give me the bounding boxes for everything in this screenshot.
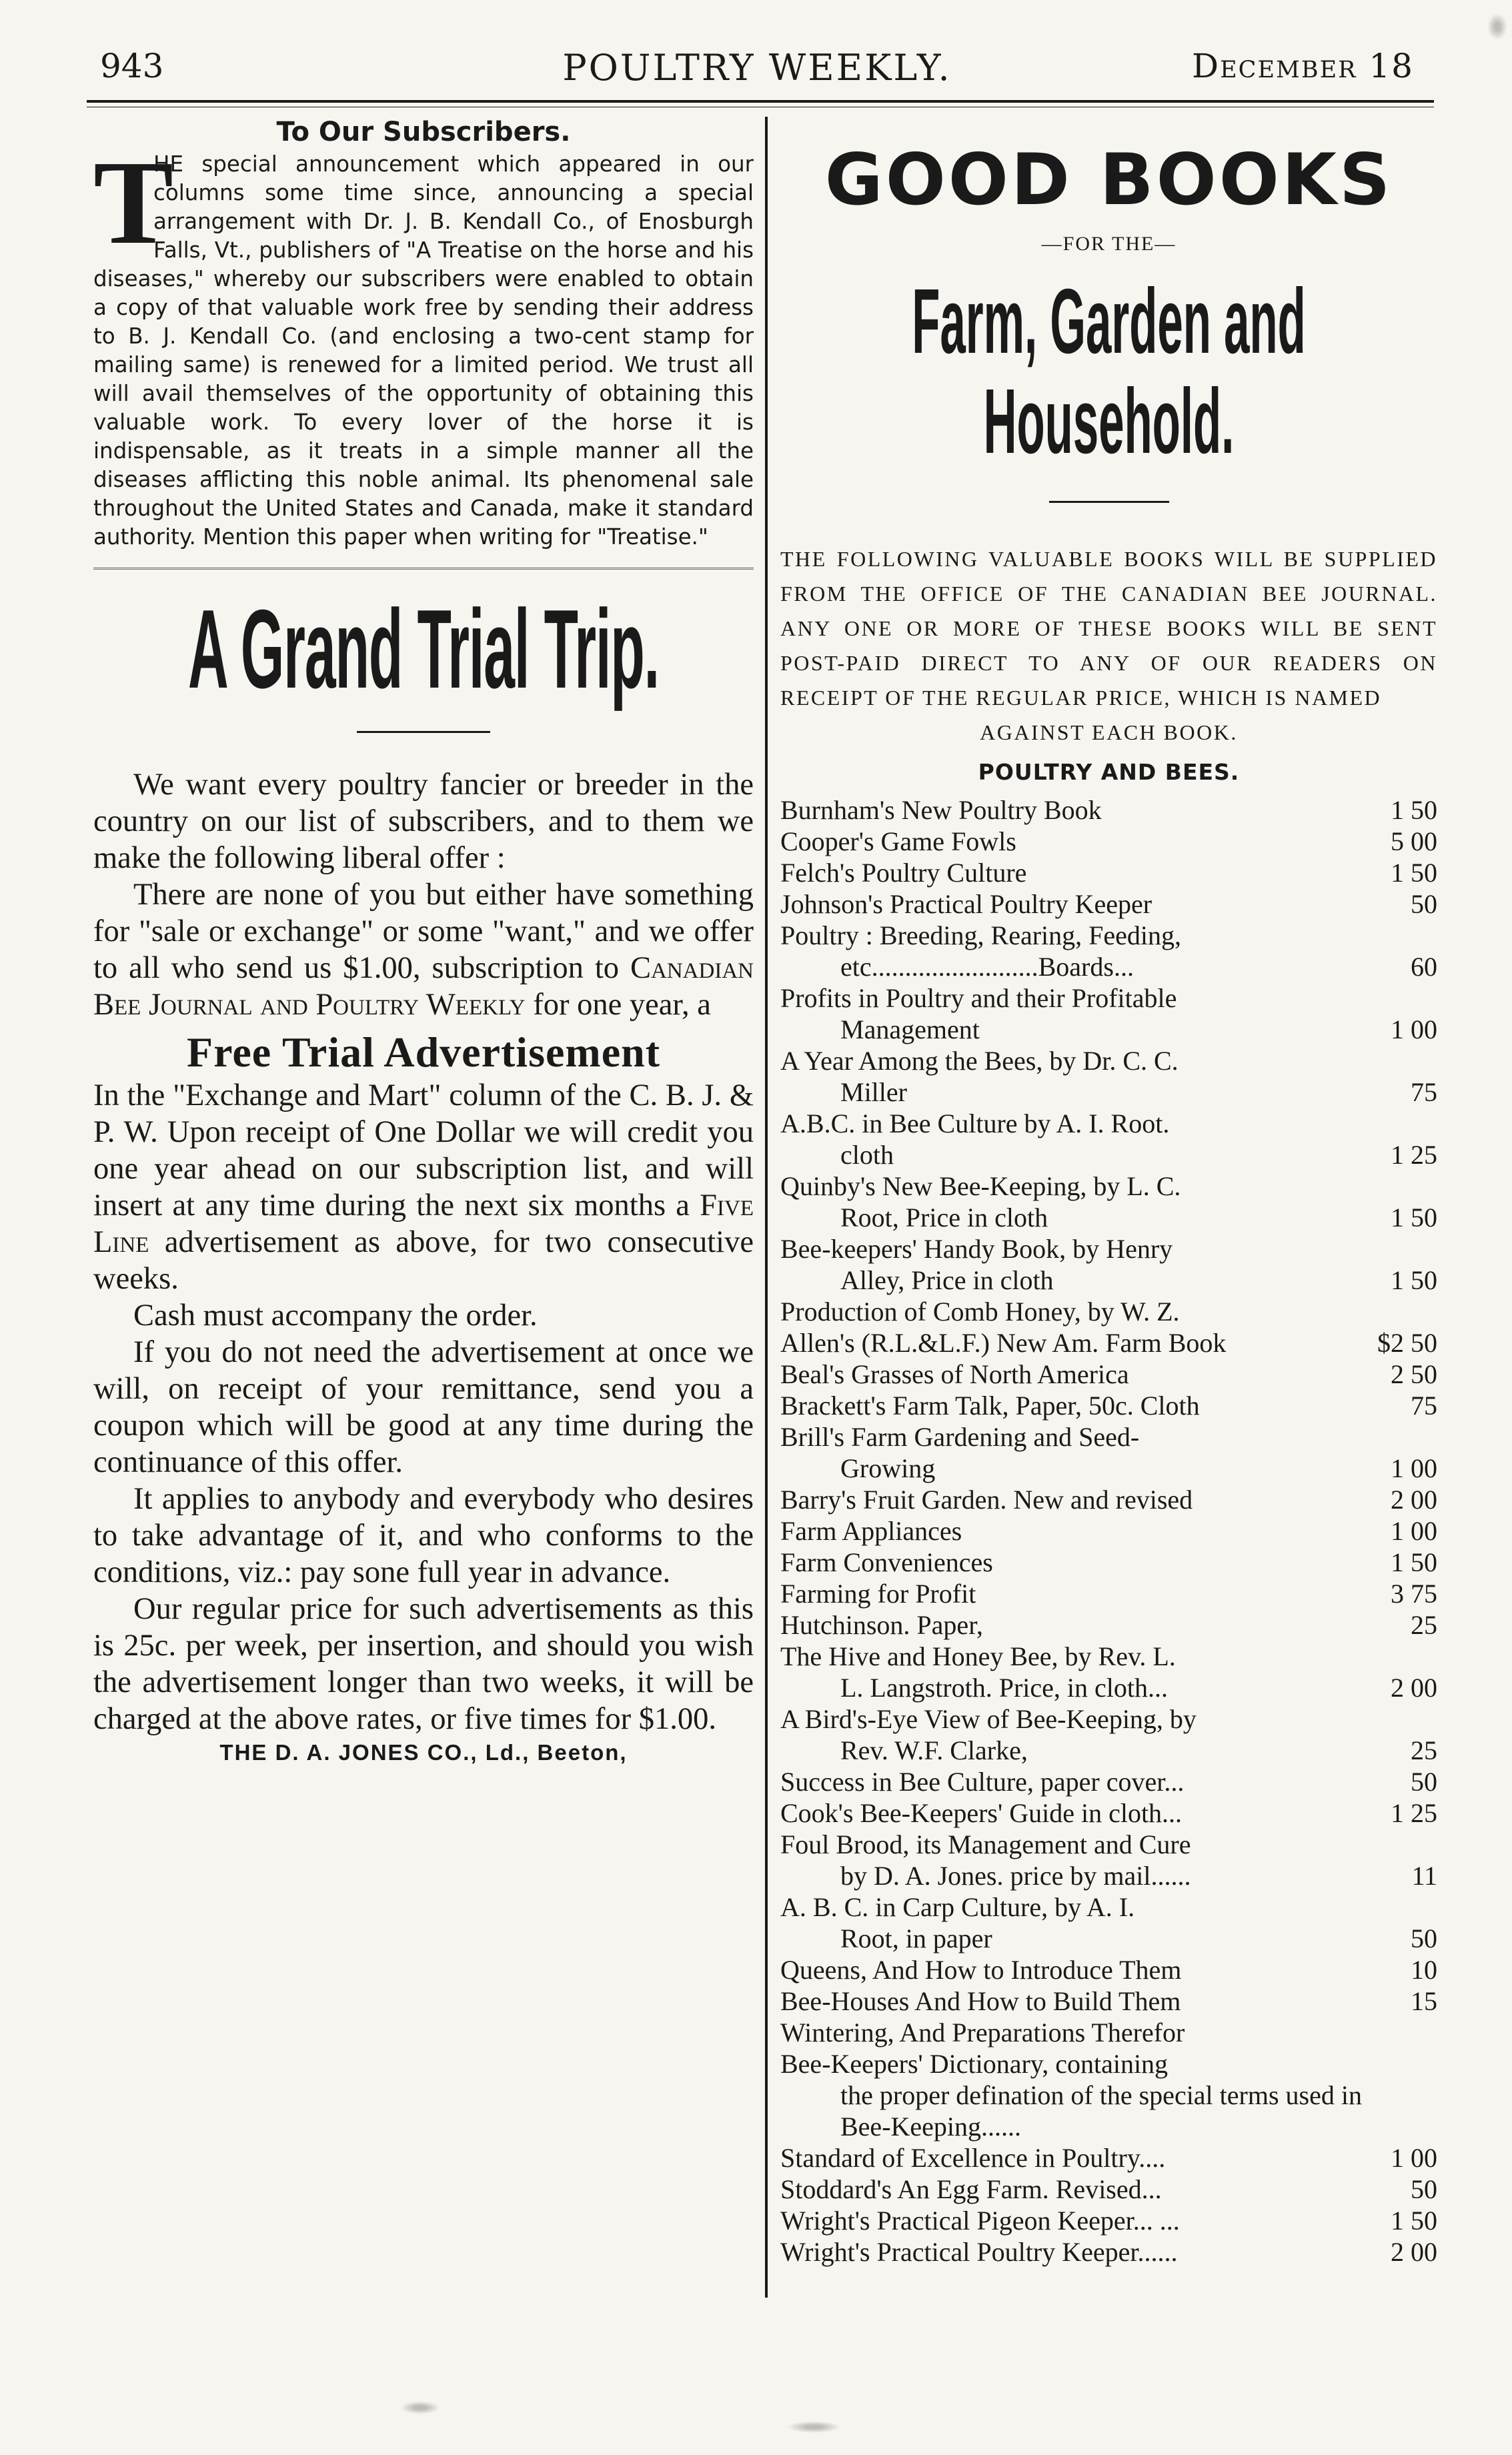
book-list-item [780,1296,1437,1327]
book-price: 15 [1411,1986,1437,2016]
book-price: 1 25 [1391,1798,1437,1828]
book-price: 1 25 [1391,1140,1437,1170]
book-title [780,2174,1364,2205]
book-list-item [780,2142,1437,2174]
book-title-line: The Hive and Honey Bee, by Rev. L. [780,1641,1176,1671]
book-list-item [780,1703,1437,1766]
book-title-line: Foul Brood, its Management and Cure [780,1829,1191,1859]
book-title [780,857,1364,888]
book-title-line: Beal's Grasses of North America [780,1359,1129,1389]
book-price: 50 [1411,1923,1437,1953]
book-title-line: A.B.C. in Bee Culture by A. I. Root. [780,1108,1170,1138]
book-title [780,1045,1364,1108]
book-list-item [780,1609,1437,1641]
page-number: 943 [100,47,164,85]
trial-paragraph-6: It applies to anybody and everybody who desires to take advantage of it, and who conforms to the conditions, viz.: pay sone full year in advance. [93,1482,754,1589]
book-price: 50 [1411,2174,1437,2204]
book-title-line: A. B. C. in Carp Culture, by A. I. [780,1892,1135,1922]
book-price: 1 50 [1391,1265,1437,1295]
book-title [780,1609,1364,1641]
running-header [100,47,1414,100]
book-title [780,1641,1364,1703]
book-title-line: Barry's Fruit Garden. New and revised [780,1485,1193,1515]
book-title [780,1327,1364,1359]
book-title-line: Success in Bee Culture, paper cover... [780,1767,1185,1797]
book-list-item [780,2174,1437,2205]
book-list-item [780,982,1437,1045]
book-price: 1 50 [1391,858,1437,888]
book-title [780,1170,1364,1233]
book-title-line: A Year Among the Bees, by Dr. C. C. [780,1046,1179,1076]
book-title [780,1108,1364,1170]
book-list-item [780,2205,1437,2236]
publisher-signature: THE D. A. JONES CO., Ld., Beeton, [219,1740,628,1765]
grand-trial-heading: A Grand Trial Trip. [187,586,660,712]
books-announcement-end: AGAINST EACH BOOK. [980,720,1238,744]
book-title [780,1703,1364,1766]
short-rule [357,731,490,733]
book-title-line: Production of Comb Honey, by W. Z. [780,1297,1180,1327]
book-list-item [780,826,1437,857]
book-list-item [780,1233,1437,1296]
book-title [780,1296,1364,1327]
book-list-item [780,1641,1437,1703]
column-divider [765,117,768,2298]
book-price: 1 50 [1391,1202,1437,1233]
book-price: 75 [1411,1391,1437,1421]
subscribers-notice-text: HE special announcement which appeared in our columns some time since, announcing a special arrangement with Dr. J. B. Kendall Co., of Enosburgh Falls, Vt., publishers of "A Treatise on the horse and his diseases," whereby our subscribers were enabled to obtain a copy of that valuable work free by sending their address to B. J. Kendall Co. (and enclosing a two-cent stamp for mailing same) is renewed for a limited period. We trust all will avail themselves of the opportunity of obtaining this valuable work. To every lover of the horse it is indispensable, as it treats in a simple manner all the diseases afflicting this noble animal. Its phenomenal sale throughout the United States and Canada, make it standard authority. Mention this paper when writing for "Treatise." [93,151,754,550]
issue-date: December 18 [1192,47,1414,85]
book-title [780,1891,1364,1954]
book-title [780,826,1364,857]
book-title-continuation: cloth [840,1140,894,1170]
book-list-item [780,857,1437,888]
book-title [780,1390,1364,1421]
book-title [780,1359,1364,1390]
book-title-continuation: Management [840,1014,980,1044]
poultry-and-bees-heading: POULTRY AND BEES. [978,759,1240,785]
books-announcement-text: THE FOLLOWING VALUABLE BOOKS WILL BE SUPPLIED FROM THE OFFICE OF THE CANADIAN BEE JOURNAL. ANY ONE OR MORE OF THESE BOOKS WILL BE SENT POST-PAID DIRECT TO ANY OF OUR READERS ON RECEIPT OF THE REGULAR PRICE, WHICH IS NAMED [780,547,1437,710]
drop-cap: T [93,136,174,269]
book-title-line: A Bird's-Eye View of Bee-Keeping, by [780,1704,1197,1734]
book-list-item [780,2236,1437,2268]
book-price: $2 50 [1377,1328,1437,1358]
book-title-line: Profits in Poultry and their Profitable [780,983,1177,1013]
book-price: 10 [1411,1955,1437,1985]
journal-name: Canadian Bee Journal and Poultry Weekly [93,951,754,1022]
book-title [780,1484,1364,1515]
book-title-continuation: Rev. W.F. Clarke, [840,1735,1028,1765]
book-list-item [780,1484,1437,1515]
book-title-line: Standard of Excellence in Poultry.... [780,2143,1166,2173]
book-title-line: Cook's Bee-Keepers' Guide in cloth... [780,1798,1183,1828]
book-list-item [780,1170,1437,1233]
book-list-item [780,794,1437,826]
book-title [780,1421,1364,1484]
book-title [780,2017,1364,2048]
decorative-rule [93,568,754,579]
book-title [780,888,1364,920]
book-price: 2 00 [1391,1485,1437,1515]
book-title-continuation: Root, in paper [840,1923,992,1953]
book-title-line: Burnham's New Poultry Book [780,795,1102,825]
book-list-item [780,2048,1437,2142]
book-price: 11 [1411,1861,1437,1891]
book-title [780,2142,1364,2174]
book-price: 1 50 [1391,795,1437,825]
book-price: 1 00 [1391,1014,1437,1044]
book-title [780,2236,1364,2268]
trial-paragraph-3-text: In the "Exchange and Mart" column of the C. B. J. & P. W. Upon receipt of One Dollar we will credit you one year ahead on our subscription list, and will insert at any time during the next six months a [93,1078,754,1222]
trial-paragraph-2-end: for one year, a [525,988,711,1022]
trial-paragraph-3 [93,1077,754,1297]
for-the-line: —FOR THE— [1041,233,1177,255]
short-rule [1049,501,1169,503]
book-list-item [780,1891,1437,1954]
free-trial-advertisement-heading: Free Trial Advertisement [186,1028,661,1076]
book-list-item [780,1954,1437,1985]
book-price: 75 [1411,1077,1437,1107]
book-price: 60 [1411,952,1437,982]
book-title-continuation: Miller [840,1077,907,1107]
book-title [780,1578,1364,1609]
trial-paragraph-7: Our regular price for such advertisements as this is 25c. per week, per insertion, and should you wish the advertisement longer than two weeks, it will be charged at the above rates, or five times for $1.00. [93,1592,754,1736]
book-title-line: Bee-keepers' Handy Book, by Henry [780,1234,1173,1264]
book-price: 50 [1411,1767,1437,1797]
trial-paragraph-1: We want every poultry fancier or breeder in the country on our list of subscribers, and to them we make the following liberal offer : [93,768,754,875]
ink-smudge [1487,13,1507,40]
five-line-text: Five Line [93,1188,754,1259]
book-title-continuation: by D. A. Jones. price by mail...... [840,1861,1191,1891]
book-price: 1 00 [1391,1453,1437,1483]
book-list-item [780,1421,1437,1484]
book-title-line: Farm Appliances [780,1516,962,1546]
book-list-item [780,1797,1437,1829]
book-title-line: Poultry : Breeding, Rearing, Feeding, [780,920,1182,950]
book-price: 1 00 [1391,2143,1437,2173]
trial-paragraph-2-text: There are none of you but either have something for "sale or exchange" or some "want," and we offer to all who send us $1.00, subscription to [93,878,754,985]
book-price: 25 [1411,1610,1437,1640]
book-price: 1 50 [1391,2206,1437,2236]
ink-smudge [400,2401,440,2414]
book-title-line: Queens, And How to Introduce Them [780,1955,1182,1985]
book-title [780,1797,1364,1829]
book-list-item [780,1359,1437,1390]
ink-smudge [787,2421,840,2433]
book-title [780,1515,1364,1547]
book-title [780,2205,1364,2236]
books-announcement [780,542,1437,750]
book-title [780,1547,1364,1578]
book-list-item [780,1766,1437,1797]
book-list-item [780,1045,1437,1108]
book-title [780,982,1364,1045]
book-title [780,1954,1364,1985]
book-price: 5 00 [1391,826,1437,856]
book-title-line: Wright's Practical Pigeon Keeper... ... [780,2206,1180,2236]
right-column [780,117,1437,2344]
book-price: 1 00 [1391,1516,1437,1546]
book-title-continuation: L. Langstroth. Price, in cloth... [840,1673,1169,1703]
book-price: 2 00 [1391,2237,1437,2267]
book-title-line: Wintering, And Preparations Therefor [780,2017,1185,2048]
book-title-line: Farm Conveniences [780,1547,993,1577]
book-title-line: Stoddard's An Egg Farm. Revised... [780,2174,1162,2204]
book-price: 2 50 [1391,1359,1437,1389]
good-books-heading: GOOD BOOKS [824,139,1393,221]
book-title-continuation: Alley, Price in cloth [840,1265,1054,1295]
trial-paragraph-3-end: advertisement as above, for two consecutive weeks. [93,1225,754,1296]
book-title-line: Hutchinson. Paper, [780,1610,983,1640]
book-title [780,1985,1364,2017]
book-title-line: Allen's (R.L.&L.F.) New Am. Farm Book [780,1328,1227,1358]
book-title [780,2048,1364,2142]
book-list-item [780,920,1437,982]
book-list-item [780,1547,1437,1578]
book-title-line: Bee-Keepers' Dictionary, containing [780,2049,1169,2079]
book-title-continuation: the proper defination of the special terms used in Bee-Keeping...... [840,2080,1362,2142]
left-column [93,117,754,2344]
book-title-continuation: etc.........................Boards... [840,952,1134,982]
trial-article [93,766,754,1737]
farm-garden-household-heading: Farm, Garden and Household. [912,270,1306,473]
book-title-line: Wright's Practical Poultry Keeper...... [780,2237,1178,2267]
book-price: 1 50 [1391,1547,1437,1577]
book-title-line: Felch's Poultry Culture [780,858,1027,888]
trial-paragraph-5: If you do not need the advertisement at once we will, on receipt of your remittance, send you a coupon which will be good at any time during the continuance of this offer. [93,1335,754,1479]
book-list-item [780,1108,1437,1170]
book-title-continuation: Growing [840,1453,936,1483]
trial-paragraph-2 [93,876,754,1023]
book-price: 25 [1411,1735,1437,1765]
trial-paragraph-4: Cash must accompany the order. [133,1299,538,1333]
book-title [780,794,1364,826]
book-title-continuation: Root, Price in cloth [840,1202,1048,1233]
book-list-item [780,2017,1437,2048]
book-title-line: Cooper's Game Fowls [780,826,1016,856]
book-list-item [780,1985,1437,2017]
book-price: 50 [1411,889,1437,919]
book-title-line: Brill's Farm Gardening and Seed- [780,1422,1140,1452]
subscribers-notice-body [93,136,754,552]
book-title-line: Farming for Profit [780,1579,976,1609]
subscribers-notice-title: To Our Subscribers. [276,117,571,147]
book-list-item [780,1829,1437,1891]
publication-title: POULTRY WEEKLY. [562,47,952,89]
book-list-item [780,888,1437,920]
book-title-line: Johnson's Practical Poultry Keeper [780,889,1153,919]
book-price: 2 00 [1391,1673,1437,1703]
book-title [780,1233,1364,1296]
book-list [780,794,1437,2268]
book-title-line: Bee-Houses And How to Build Them [780,1986,1181,2016]
book-list-item [780,1327,1437,1359]
book-price: 3 75 [1391,1579,1437,1609]
book-list-item [780,1390,1437,1421]
book-title [780,1766,1364,1797]
book-title-line: Quinby's New Bee-Keeping, by L. C. [780,1171,1181,1201]
book-title [780,920,1364,982]
book-title-line: Brackett's Farm Talk, Paper, 50c. Cloth [780,1391,1200,1421]
header-rule [87,100,1434,107]
book-list-item [780,1578,1437,1609]
book-title [780,1829,1364,1891]
book-list-item [780,1515,1437,1547]
